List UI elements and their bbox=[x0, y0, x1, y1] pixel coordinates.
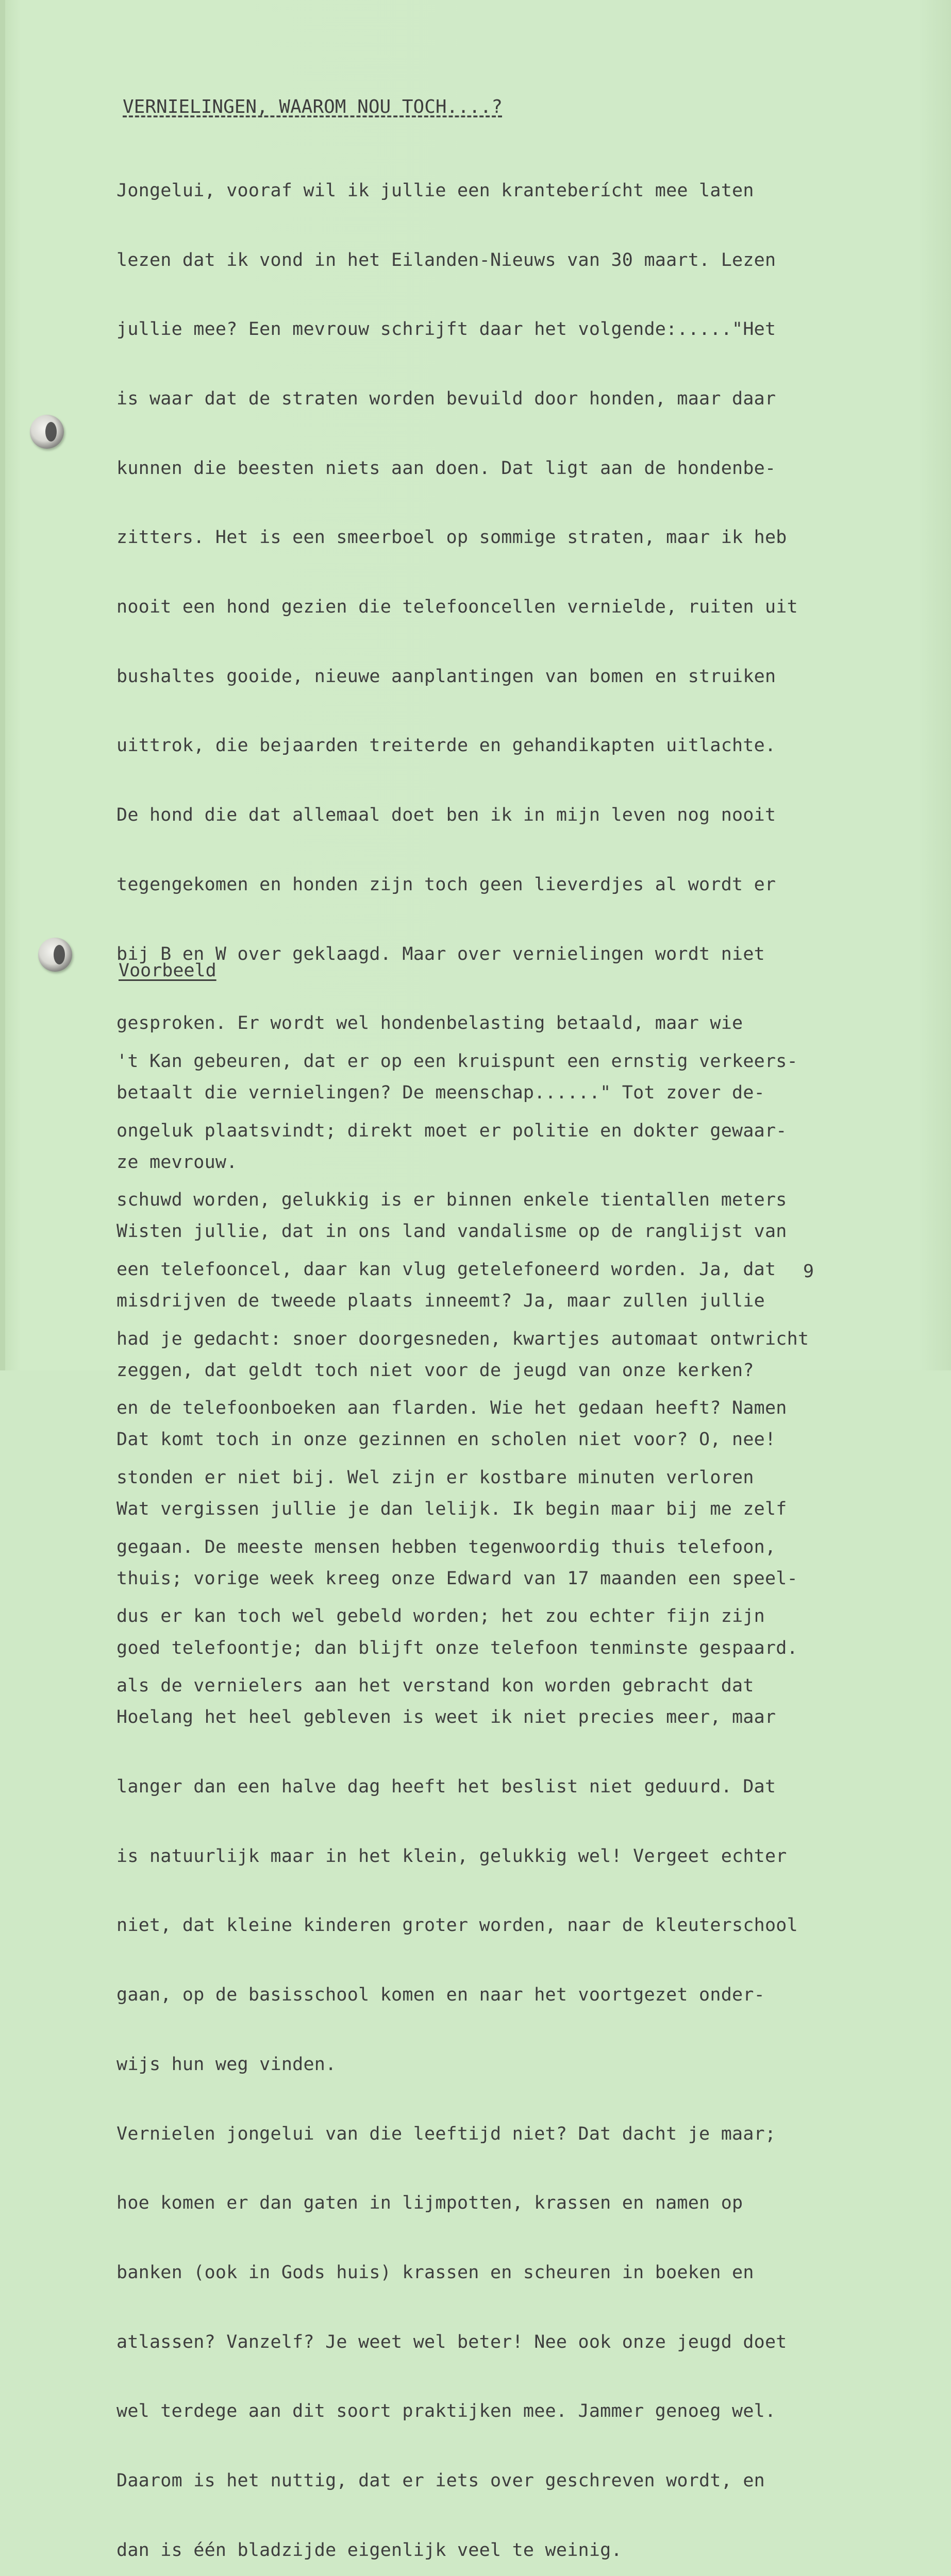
text-line: een telefooncel, daar kan vlug getelefoneerd worden. Ja, dat bbox=[116, 1259, 776, 1280]
section-heading: Voorbeeld bbox=[119, 960, 216, 981]
page-number: 9 bbox=[803, 1261, 814, 1282]
text-line: ongeluk plaatsvindt; direkt moet er politie en dokter gewaar- bbox=[116, 1120, 787, 1141]
body-paragraph-2 bbox=[116, 1004, 921, 1744]
text-line: uittrok, die bejaarden treiterde en gehandikapten uitlachte. bbox=[116, 735, 776, 756]
text-line: wijs hun weg vinden. bbox=[116, 2054, 337, 2075]
text-line: thuis; vorige week kreeg onze Edward van 17 maanden een speel- bbox=[116, 1568, 798, 1589]
punch-hole-icon bbox=[38, 938, 72, 972]
text-line: Hoelang het heel gebleven is weet ik niet precies meer, maar bbox=[116, 1707, 776, 1728]
text-line: jullie mee? Een mevrouw schrijft daar het volgende:....."Het bbox=[116, 319, 776, 340]
text-line: is waar dat de straten worden bevuild door honden, maar daar bbox=[116, 388, 776, 409]
text-line: ze mevrouw. bbox=[116, 1151, 238, 1173]
text-line: Jongelui, vooraf wil ik jullie een kranteberícht mee laten bbox=[116, 180, 754, 201]
text-line: gaan, op de basisschool komen en naar het voortgezet onder- bbox=[116, 1985, 765, 2006]
text-line: schuwd worden, gelukkig is er binnen enkele tientallen meters bbox=[116, 1190, 787, 1211]
text-line: kunnen die beesten niets aan doen. Dat ligt aan de hondenbe- bbox=[116, 457, 776, 479]
text-line: gegaan. De meeste mensen hebben tegenwoordig thuis telefoon, bbox=[116, 1536, 776, 1557]
text-line: zitters. Het is een smeerboel op sommige straten, maar ik heb bbox=[116, 527, 787, 548]
text-line: 't Kan gebeuren, dat er op een kruispunt een ernstig verkeers- bbox=[116, 1050, 798, 1072]
text-line: misdrijven de tweede plaats inneemt? Ja, maar zullen jullie bbox=[116, 1291, 765, 1312]
text-line: hoe komen er dan gaten in lijmpotten, krassen en namen op bbox=[116, 2193, 743, 2214]
text-line: Vernielen jongelui van die leeftijd niet? Dat dacht je maar; bbox=[116, 2123, 776, 2144]
text-line: atlassen? Vanzelf? Je weet wel beter! Nee ook onze jeugd doet bbox=[116, 2331, 787, 2352]
text-line: lezen dat ik vond in het Eilanden-Nieuws van 30 maart. Lezen bbox=[116, 249, 776, 270]
text-line: bushaltes gooide, nieuwe aanplantingen van bomen en struiken bbox=[116, 666, 776, 687]
text-line: dan is één bladzijde eigenlijk veel te weinig. bbox=[116, 2539, 622, 2561]
text-line: niet, dat kleine kinderen groter worden, naar de kleuterschool bbox=[116, 1915, 798, 1936]
text-line: had je gedacht: snoer doorgesneden, kwartjes automaat ontwricht bbox=[116, 1328, 809, 1349]
text-line: wel terdege aan dit soort praktijken mee. Jammer genoeg wel. bbox=[116, 2401, 776, 2422]
text-line: stonden er niet bij. Wel zijn er kostbare minuten verloren bbox=[116, 1467, 754, 1488]
text-line: Dat komt toch in onze gezinnen en scholen niet voor? O, nee! bbox=[116, 1429, 776, 1450]
text-line: bij B en W over geklaagd. Maar over vernielingen wordt niet bbox=[116, 943, 765, 964]
text-line: gesproken. Er wordt wel hondenbelasting betaald, maar wie bbox=[116, 1013, 743, 1034]
text-line: goed telefoontje; dan blijft onze telefoon tenminste gespaard. bbox=[116, 1637, 798, 1658]
text-line: zeggen, dat geldt toch niet voor de jeugd van onze kerken? bbox=[116, 1360, 754, 1381]
punch-hole-icon bbox=[30, 415, 64, 449]
text-line: tegengekomen en honden zijn toch geen lieverdjes al wordt er bbox=[116, 874, 776, 895]
text-line: nooit een hond gezien die telefooncellen vernielde, ruiten uit bbox=[116, 597, 798, 618]
text-line: en de telefoonboeken aan flarden. Wie het gedaan heeft? Namen bbox=[116, 1398, 787, 1419]
text-line: langer dan een halve dag heeft het beslist niet geduurd. Dat bbox=[116, 1776, 776, 1797]
text-line: banken (ook in Gods huis) krassen en scheuren in boeken en bbox=[116, 2262, 754, 2283]
text-line: dus er kan toch wel gebeld worden; het zou echter fijn zijn bbox=[116, 1606, 765, 1627]
page-edge bbox=[0, 0, 5, 1370]
text-line: betaalt die vernielingen? De meenschap......" Tot zover de- bbox=[116, 1082, 765, 1103]
article-title: VERNIELINGEN, WAAROM NOU TOCH....? bbox=[123, 96, 503, 117]
text-line: Wat vergissen jullie je dan lelijk. Ik begin maar bij me zelf bbox=[116, 1499, 787, 1520]
text-line: De hond die dat allemaal doet ben ik in mijn leven nog nooit bbox=[116, 805, 776, 826]
text-line: is natuurlijk maar in het klein, gelukkig wel! Vergeet echter bbox=[116, 1845, 787, 1867]
text-line: Wisten jullie, dat in ons land vandalisme op de ranglijst van bbox=[116, 1221, 787, 1242]
text-line: Daarom is het nuttig, dat er iets over geschreven wordt, en bbox=[116, 2470, 765, 2492]
text-line: als de vernielers aan het verstand kon worden gebracht dat bbox=[116, 1675, 754, 1697]
